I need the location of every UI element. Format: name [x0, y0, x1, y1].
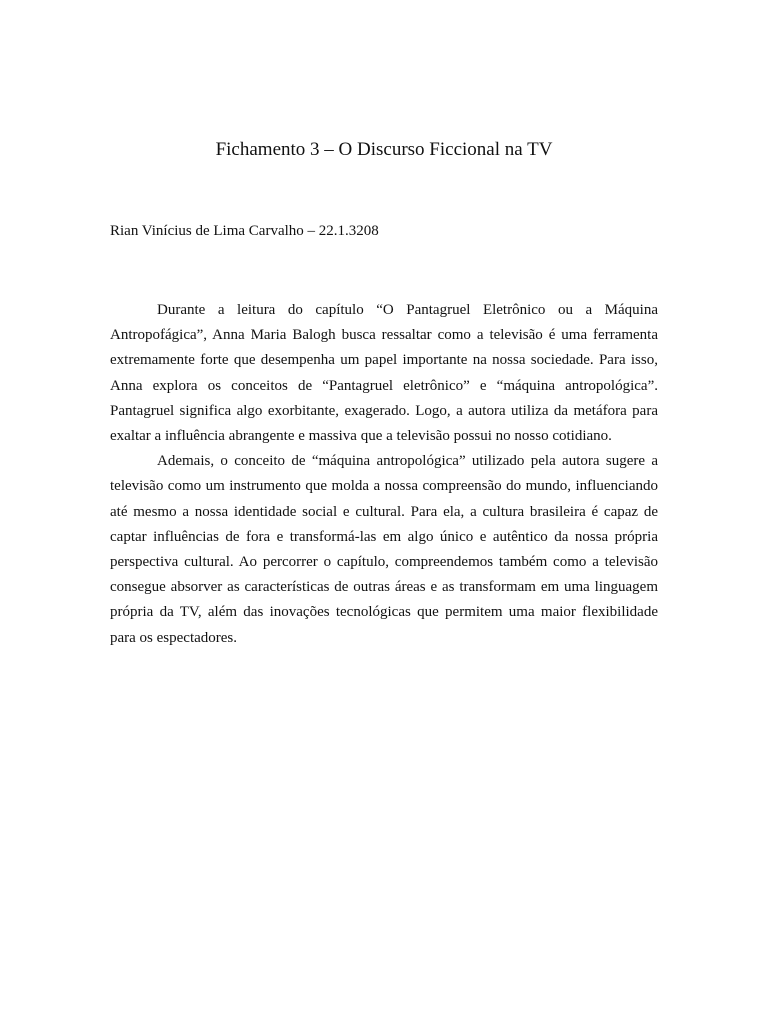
author-line: Rian Vinícius de Lima Carvalho – 22.1.3208: [110, 223, 379, 239]
document-title: Fichamento 3 – O Discurso Ficcional na TV: [215, 139, 553, 160]
document-body: [110, 298, 658, 651]
paragraph-1: Durante a leitura do capítulo “O Pantagruel Eletrônico ou a Máquina Antropofágica”, Anna Maria Balogh busca ressaltar como a televisão é uma ferramenta extremamente forte que desempenha um papel importante na nossa sociedade. Para isso, Anna explora os conceitos de “Pantagruel eletrônico” e “máquina antropológica”. Pantagruel significa algo exorbitante, exagerado. Logo, a autora utiliza da metáfora para exaltar a influência abrangente e massiva que a televisão possui no nosso cotidiano.: [110, 302, 658, 445]
paragraph-2: Ademais, o conceito de “máquina antropológica” utilizado pela autora sugere a televisão como um instrumento que molda a nossa compreensão do mundo, influenciando até mesmo a nossa identidade social e cultural. Para ela, a cultura brasileira é capaz de captar influências de fora e transformá-las em algo único e autêntico da nossa própria perspectiva cultural. Ao percorrer o capítulo, compreendemos também como a televisão consegue absorver as características de outras áreas e as transformam em uma linguagem própria da TV, além das inovações tecnológicas que permitem uma maior flexibilidade para os espectadores.: [110, 453, 658, 646]
